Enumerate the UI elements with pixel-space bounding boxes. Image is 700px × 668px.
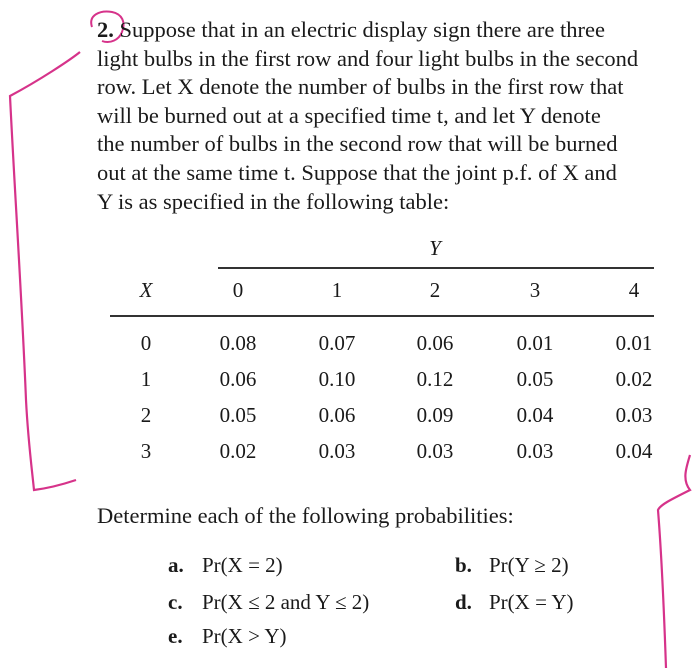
table-cell: 0.03: [615, 403, 653, 427]
top-rule: [218, 267, 654, 269]
table-cell: 0.10: [318, 367, 356, 391]
problem-line-5: the number of bulbs in the second row that will be burned: [97, 131, 618, 157]
column-header-3: 3: [529, 278, 541, 302]
problem-line-7: Y is as specified in the following table:: [97, 188, 450, 214]
table-cell: 0.05: [516, 367, 554, 391]
right-bracket-mark: [658, 455, 690, 668]
table-cell: 0.03: [318, 439, 356, 463]
table-cell: 0.08: [219, 331, 257, 355]
problem-number: 2.: [97, 17, 114, 42]
column-header-2: 2: [429, 278, 441, 302]
row-header-3: 3: [140, 439, 152, 463]
instructions: Determine each of the following probabilities:: [97, 503, 514, 528]
part-label: e.: [168, 624, 183, 648]
table-cell: 0.06: [416, 331, 454, 355]
part-item: [168, 590, 369, 615]
part-item: [455, 553, 569, 578]
part-label: c.: [168, 590, 183, 614]
column-variable-label: Y: [429, 236, 441, 260]
table-cell: 0.04: [615, 439, 653, 463]
part-label: b.: [455, 553, 472, 577]
part-label: a.: [168, 553, 184, 577]
row-variable-label: X: [139, 278, 153, 302]
problem-statement: [97, 16, 677, 216]
part-expression: Pr(X > Y): [202, 624, 287, 648]
table-cell: 0.05: [219, 403, 257, 427]
table-cell: 0.01: [516, 331, 554, 355]
table-cell: 0.01: [615, 331, 653, 355]
row-header-0: 0: [140, 331, 152, 355]
part-expression: Pr(X = 2): [202, 553, 283, 577]
problem-line-1: 2. Suppose that in an electric display sign there are three: [97, 17, 605, 42]
part-expression: Pr(X = Y): [489, 590, 574, 614]
left-bracket-mark: [10, 52, 80, 490]
problem-line-2: light bulbs in the first row and four light bulbs in the second: [97, 45, 639, 71]
column-header-4: 4: [628, 278, 640, 302]
part-expression: Pr(X ≤ 2 and Y ≤ 2): [202, 590, 370, 614]
problem-line-6: out at the same time t. Suppose that the joint p.f. of X and: [97, 159, 617, 185]
problem-line-4: will be burned out at a specified time t, and let Y denote: [97, 102, 601, 128]
table-cell: 0.02: [219, 439, 257, 463]
part-item: [455, 590, 574, 615]
header-rule: [110, 315, 654, 317]
column-header-0: 0: [232, 278, 244, 302]
table-cell: 0.03: [516, 439, 554, 463]
table-cell: 0.07: [318, 331, 356, 355]
table-cell: 0.04: [516, 403, 554, 427]
table-cell: 0.03: [416, 439, 454, 463]
table-cell: 0.06: [318, 403, 356, 427]
part-expression: Pr(Y ≥ 2): [489, 553, 569, 577]
part-item: [168, 624, 287, 649]
part-label: d.: [455, 590, 472, 614]
table-cell: 0.09: [416, 403, 454, 427]
column-header-1: 1: [331, 278, 343, 302]
part-item: [168, 553, 283, 578]
table-cell: 0.06: [219, 367, 257, 391]
table-cell: 0.12: [416, 367, 454, 391]
problem-line-3: row. Let X denote the number of bulbs in the first row that: [97, 74, 624, 100]
row-header-1: 1: [140, 367, 152, 391]
table-cell: 0.02: [615, 367, 653, 391]
row-header-2: 2: [140, 403, 152, 427]
